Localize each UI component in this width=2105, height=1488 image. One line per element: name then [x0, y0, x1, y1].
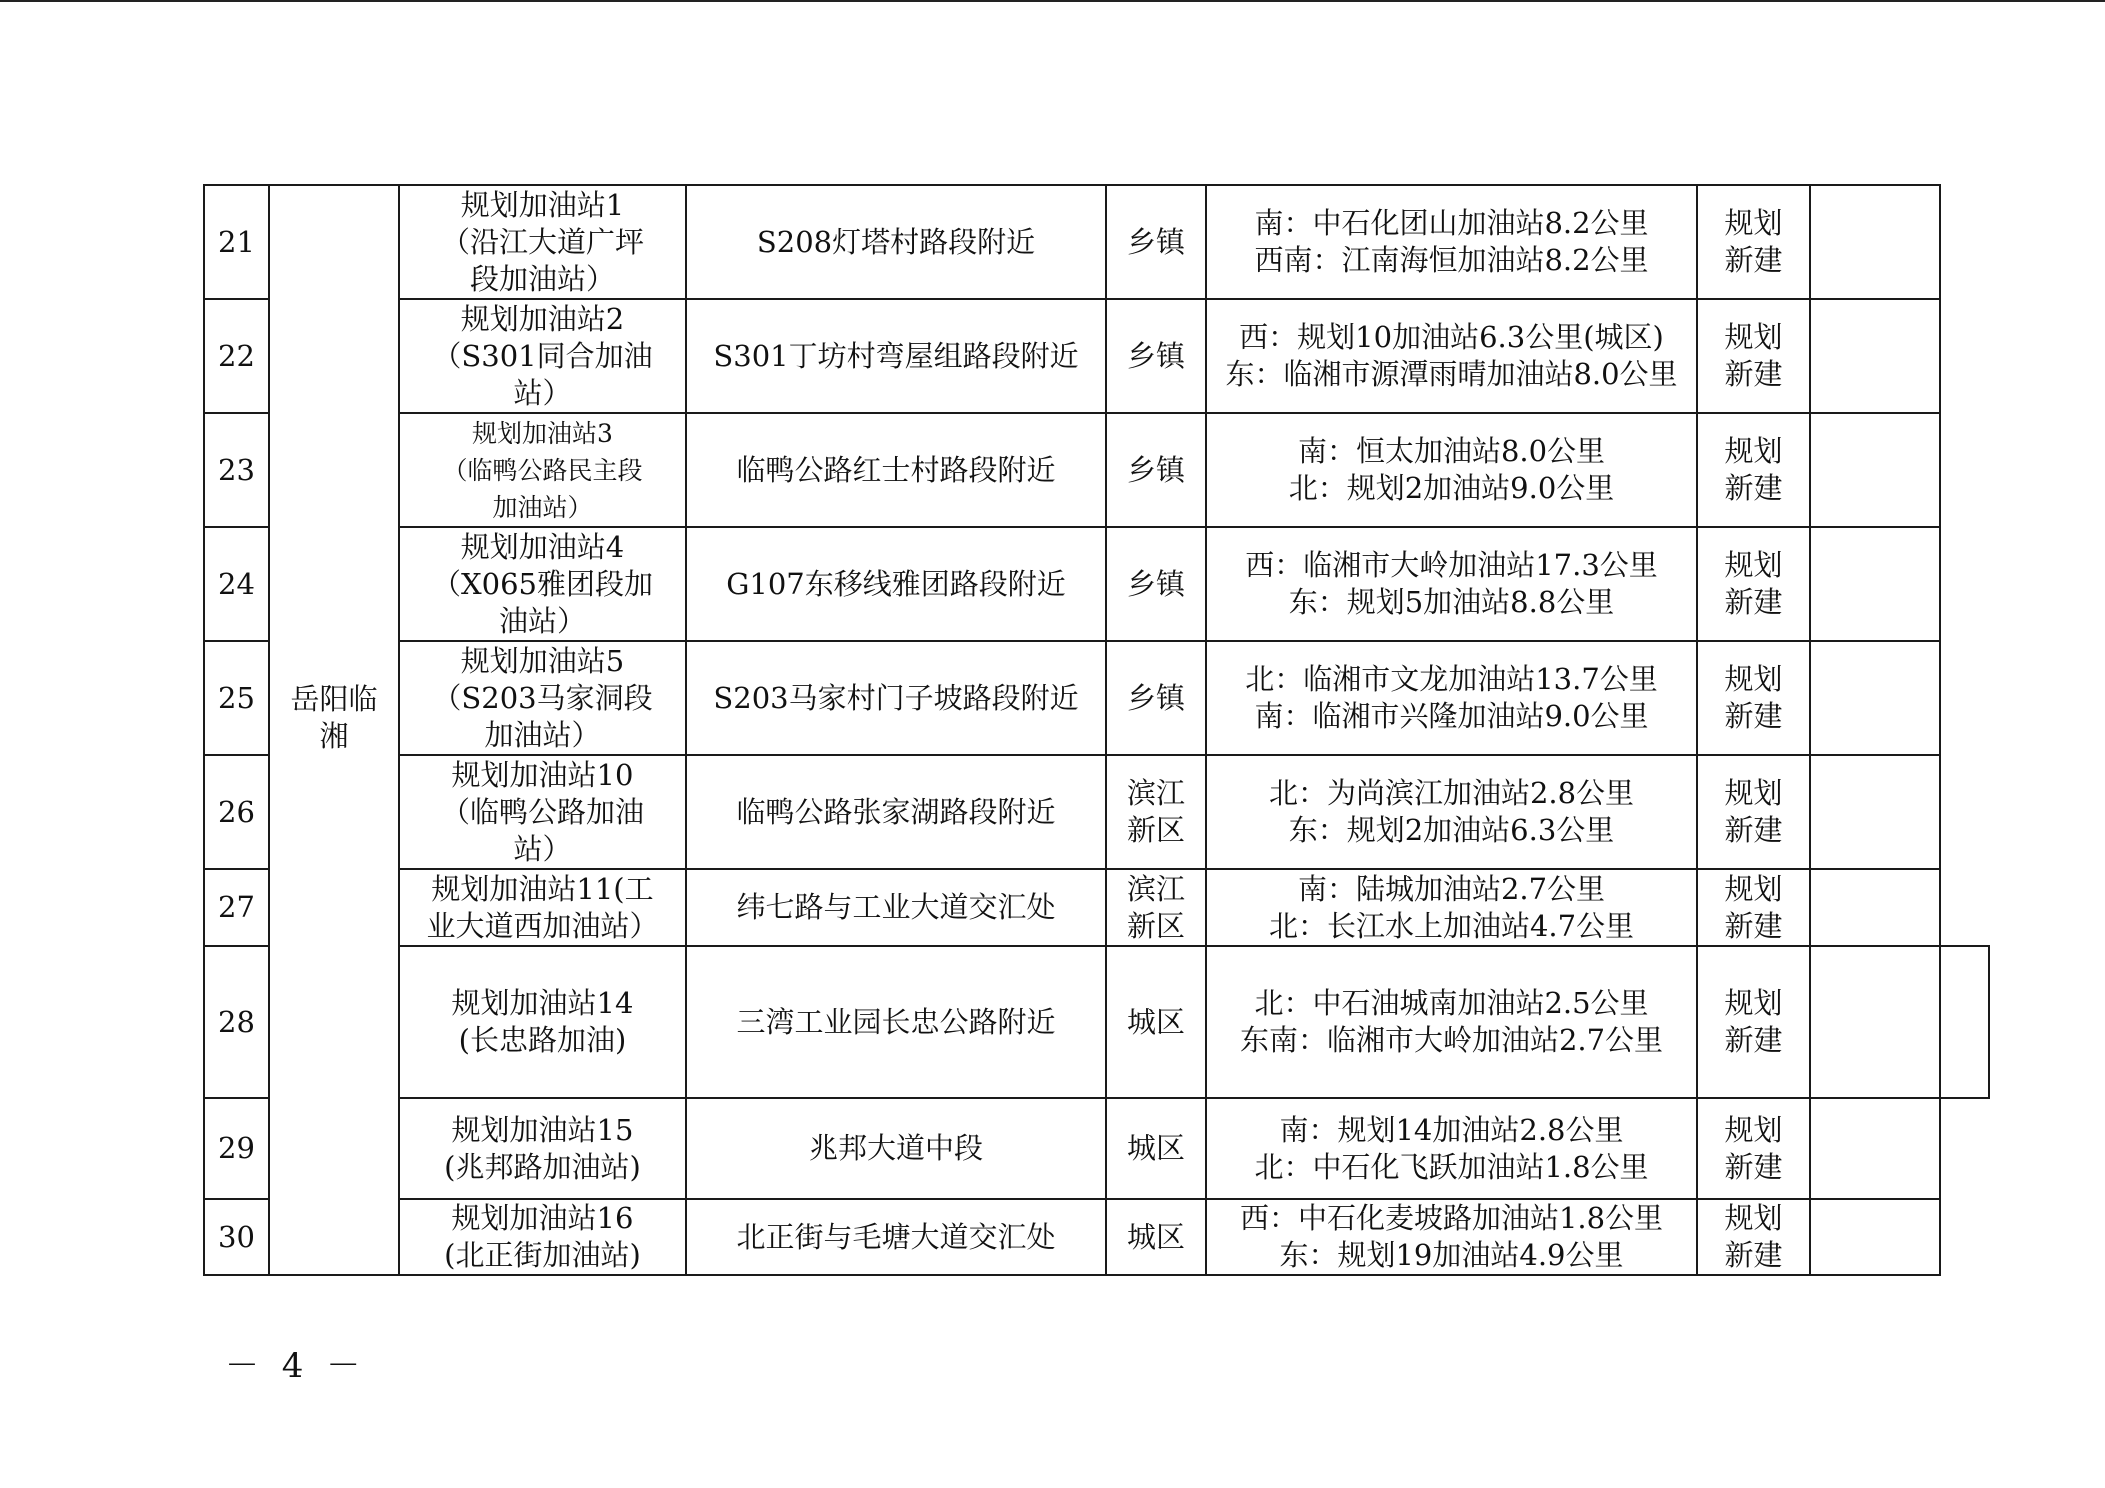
area-type-cell — [1106, 1199, 1206, 1275]
cell-line: 北：规划2加油站9.0公里 — [1288, 471, 1615, 505]
row-number: 28 — [204, 946, 269, 1098]
cell-line: （S203马家洞段 — [432, 680, 653, 715]
station-name-cell — [399, 641, 686, 755]
remark-cell — [1810, 527, 1940, 641]
nearby-station-distance-cell — [1206, 1199, 1697, 1275]
nearby-station-distance-cell — [1206, 1098, 1697, 1199]
cell-line: 乡镇 — [1126, 566, 1185, 601]
cell-line: 南：临湘市兴隆加油站9.0公里 — [1254, 699, 1649, 733]
row-number: 23 — [204, 413, 269, 527]
cell-line: 北：中石油城南加油站2.5公里 — [1254, 986, 1649, 1020]
row-number: 30 — [204, 1199, 269, 1275]
row-number: 29 — [204, 1098, 269, 1199]
station-name-cell — [399, 413, 686, 527]
cell-line: 规划加油站3 — [472, 418, 613, 448]
cell-line: 西：中石化麦坡路加油站1.8公里 — [1239, 1201, 1664, 1235]
station-name-cell — [399, 946, 686, 1098]
status-cell — [1697, 641, 1810, 755]
cell-line: 规划加油站15 — [451, 1112, 634, 1147]
cell-line: 新建 — [1724, 243, 1783, 277]
cell-line: 规划 — [1724, 986, 1783, 1020]
cell-line: 新建 — [1724, 813, 1783, 847]
cell-line: (兆邦路加油站) — [444, 1149, 641, 1184]
page-number: － 4 － — [225, 1346, 367, 1386]
status-cell — [1697, 527, 1810, 641]
remark-cell — [1810, 185, 1940, 299]
cell-line: 站） — [513, 375, 572, 410]
table-edge-box — [1937, 945, 1990, 1099]
cell-line: 规划 — [1724, 548, 1783, 582]
nearby-station-distance-cell — [1206, 869, 1697, 946]
status-cell — [1697, 1098, 1810, 1199]
location-cell: G107东移线雅团路段附近 — [686, 527, 1106, 641]
remark-cell — [1810, 641, 1940, 755]
cell-line: 规划 — [1724, 206, 1783, 240]
cell-line: 北：长江水上加油站4.7公里 — [1268, 908, 1635, 943]
area-type-cell — [1106, 527, 1206, 641]
remark-cell — [1810, 413, 1940, 527]
area-type-cell — [1106, 946, 1206, 1098]
location-cell: 三湾工业园长忠公路附近 — [686, 946, 1106, 1098]
row-number: 24 — [204, 527, 269, 641]
area-type-cell — [1106, 1098, 1206, 1199]
cell-line: 南：陆城加油站2.7公里 — [1297, 871, 1606, 906]
cell-line: (北正街加油站) — [444, 1238, 641, 1272]
cell-line: 东：规划2加油站6.3公里 — [1288, 813, 1615, 847]
nearby-station-distance-cell — [1206, 946, 1697, 1098]
table-row — [204, 1098, 1940, 1199]
location-cell: 北正街与毛塘大道交汇处 — [686, 1199, 1106, 1275]
table-row — [204, 755, 1940, 869]
cell-line: 乡镇 — [1126, 680, 1185, 715]
cell-line: 新区 — [1126, 813, 1185, 847]
table-row — [204, 869, 1940, 946]
table-row — [204, 299, 1940, 413]
cell-line: 东：规划5加油站8.8公里 — [1288, 585, 1615, 619]
cell-line: 南：规划14加油站2.8公里 — [1279, 1112, 1624, 1147]
area-type-cell — [1106, 185, 1206, 299]
location-cell: S203马家村门子坡路段附近 — [686, 641, 1106, 755]
area-type-cell — [1106, 299, 1206, 413]
cell-line: 北：临湘市文龙加油站13.7公里 — [1245, 662, 1658, 696]
cell-line: 规划加油站2 — [460, 301, 625, 336]
row-number: 21 — [204, 185, 269, 299]
cell-line: 规划加油站1 — [460, 187, 625, 222]
remark-cell — [1810, 755, 1940, 869]
cell-line: 规划加油站11(工 — [431, 871, 654, 906]
cell-line: 规划 — [1724, 320, 1783, 354]
status-cell — [1697, 1199, 1810, 1275]
cell-line: 西：临湘市大岭加油站17.3公里 — [1245, 548, 1658, 582]
nearby-station-distance-cell — [1206, 527, 1697, 641]
cell-line: 北：中石化飞跃加油站1.8公里 — [1254, 1149, 1649, 1184]
cell-line: 新建 — [1724, 471, 1783, 505]
cell-line: 北：为尚滨江加油站2.8公里 — [1268, 776, 1635, 810]
station-name-cell — [399, 185, 686, 299]
cell-line: 新建 — [1724, 1023, 1783, 1057]
row-number: 22 — [204, 299, 269, 413]
cell-line: 新建 — [1724, 585, 1783, 619]
cell-line: 新建 — [1724, 1149, 1783, 1184]
table-row — [204, 1199, 1940, 1275]
cell-line: 城区 — [1126, 1131, 1185, 1165]
area-type-cell — [1106, 869, 1206, 946]
cell-line: （临鸭公路加油 — [440, 794, 644, 829]
cell-line: 站） — [513, 831, 572, 866]
cell-line: 滨江 — [1126, 776, 1185, 810]
cell-line: 新建 — [1724, 699, 1783, 733]
location-cell: 临鸭公路张家湖路段附近 — [686, 755, 1106, 869]
cell-line: 规划加油站5 — [460, 643, 625, 678]
table-row — [204, 946, 1940, 1098]
remark-cell — [1810, 1098, 1940, 1199]
status-cell — [1697, 413, 1810, 527]
table-row — [204, 413, 1940, 527]
remark-cell — [1810, 946, 1940, 1098]
table-row — [204, 527, 1940, 641]
cell-line: (长忠路加油) — [458, 1023, 627, 1057]
cell-line: 东：规划19加油站4.9公里 — [1279, 1238, 1624, 1272]
cell-line: 规划 — [1724, 662, 1783, 696]
station-name-cell — [399, 299, 686, 413]
cell-line: 业大道西加油站） — [426, 908, 659, 943]
cell-line: （X065雅团段加 — [432, 566, 653, 601]
cell-line: 南：恒太加油站8.0公里 — [1297, 434, 1606, 468]
nearby-station-distance-cell — [1206, 299, 1697, 413]
nearby-station-distance-cell — [1206, 413, 1697, 527]
cell-line: 乡镇 — [1126, 224, 1185, 259]
cell-line: 规划加油站16 — [451, 1201, 634, 1235]
station-name-cell — [399, 1098, 686, 1199]
row-number: 25 — [204, 641, 269, 755]
status-cell — [1697, 299, 1810, 413]
station-name-cell — [399, 1199, 686, 1275]
cell-line: 乡镇 — [1126, 452, 1185, 487]
cell-line: 加油站） — [492, 492, 593, 522]
cell-line: （沿江大道广坪 — [440, 224, 644, 259]
cell-line: 乡镇 — [1126, 338, 1185, 373]
cell-line: 新建 — [1724, 908, 1783, 943]
nearby-station-distance-cell — [1206, 185, 1697, 299]
location-cell: 临鸭公路红士村路段附近 — [686, 413, 1106, 527]
page-top-border — [0, 0, 2105, 2]
cell-line: 城区 — [1126, 1004, 1185, 1039]
status-cell — [1697, 869, 1810, 946]
area-type-cell — [1106, 413, 1206, 527]
table-row — [204, 641, 1940, 755]
status-cell — [1697, 185, 1810, 299]
cell-line: 规划加油站4 — [460, 529, 625, 564]
remark-cell — [1810, 869, 1940, 946]
cell-line: 东：临湘市源潭雨晴加油站8.0公里 — [1225, 357, 1678, 391]
nearby-station-distance-cell — [1206, 755, 1697, 869]
gas-station-plan-table — [203, 184, 1941, 1276]
cell-line: 段加油站） — [469, 261, 615, 296]
cell-line: 滨江 — [1126, 871, 1185, 906]
remark-cell — [1810, 299, 1940, 413]
table-row — [204, 185, 1940, 299]
cell-line: 规划加油站10 — [451, 757, 634, 792]
status-cell — [1697, 946, 1810, 1098]
location-cell: 纬七路与工业大道交汇处 — [686, 869, 1106, 946]
station-name-cell — [399, 527, 686, 641]
remark-cell — [1810, 1199, 1940, 1275]
cell-line: 新区 — [1126, 908, 1185, 943]
station-name-cell — [399, 755, 686, 869]
cell-line: 加油站） — [484, 717, 601, 752]
station-name-cell — [399, 869, 686, 946]
county-name: 岳阳临湘 — [290, 682, 378, 753]
table-body — [204, 185, 1940, 1275]
status-cell — [1697, 755, 1810, 869]
cell-line: 规划 — [1724, 1201, 1783, 1235]
row-number: 26 — [204, 755, 269, 869]
cell-line: （临鸭公路民主段 — [442, 455, 643, 485]
cell-line: 规划 — [1724, 1112, 1783, 1147]
cell-line: 城区 — [1126, 1219, 1185, 1254]
cell-line: 新建 — [1724, 357, 1783, 391]
cell-line: 西南：江南海恒加油站8.2公里 — [1254, 243, 1649, 277]
county-cell — [269, 185, 399, 1275]
cell-line: 油站） — [498, 603, 586, 638]
cell-line: 规划 — [1724, 434, 1783, 468]
cell-line: 规划 — [1724, 871, 1783, 906]
location-cell: S301丁坊村弯屋组路段附近 — [686, 299, 1106, 413]
cell-line: 南：中石化团山加油站8.2公里 — [1254, 206, 1649, 240]
cell-line: 规划加油站14 — [451, 986, 634, 1020]
cell-line: 新建 — [1724, 1238, 1783, 1272]
cell-line: 东南：临湘市大岭加油站2.7公里 — [1239, 1023, 1664, 1057]
cell-line: 西：规划10加油站6.3公里(城区) — [1239, 320, 1664, 354]
cell-line: 规划 — [1724, 776, 1783, 810]
location-cell: S208灯塔村路段附近 — [686, 185, 1106, 299]
cell-line: （S301同合加油 — [432, 338, 653, 373]
location-cell: 兆邦大道中段 — [686, 1098, 1106, 1199]
area-type-cell — [1106, 641, 1206, 755]
area-type-cell — [1106, 755, 1206, 869]
row-number: 27 — [204, 869, 269, 946]
nearby-station-distance-cell — [1206, 641, 1697, 755]
